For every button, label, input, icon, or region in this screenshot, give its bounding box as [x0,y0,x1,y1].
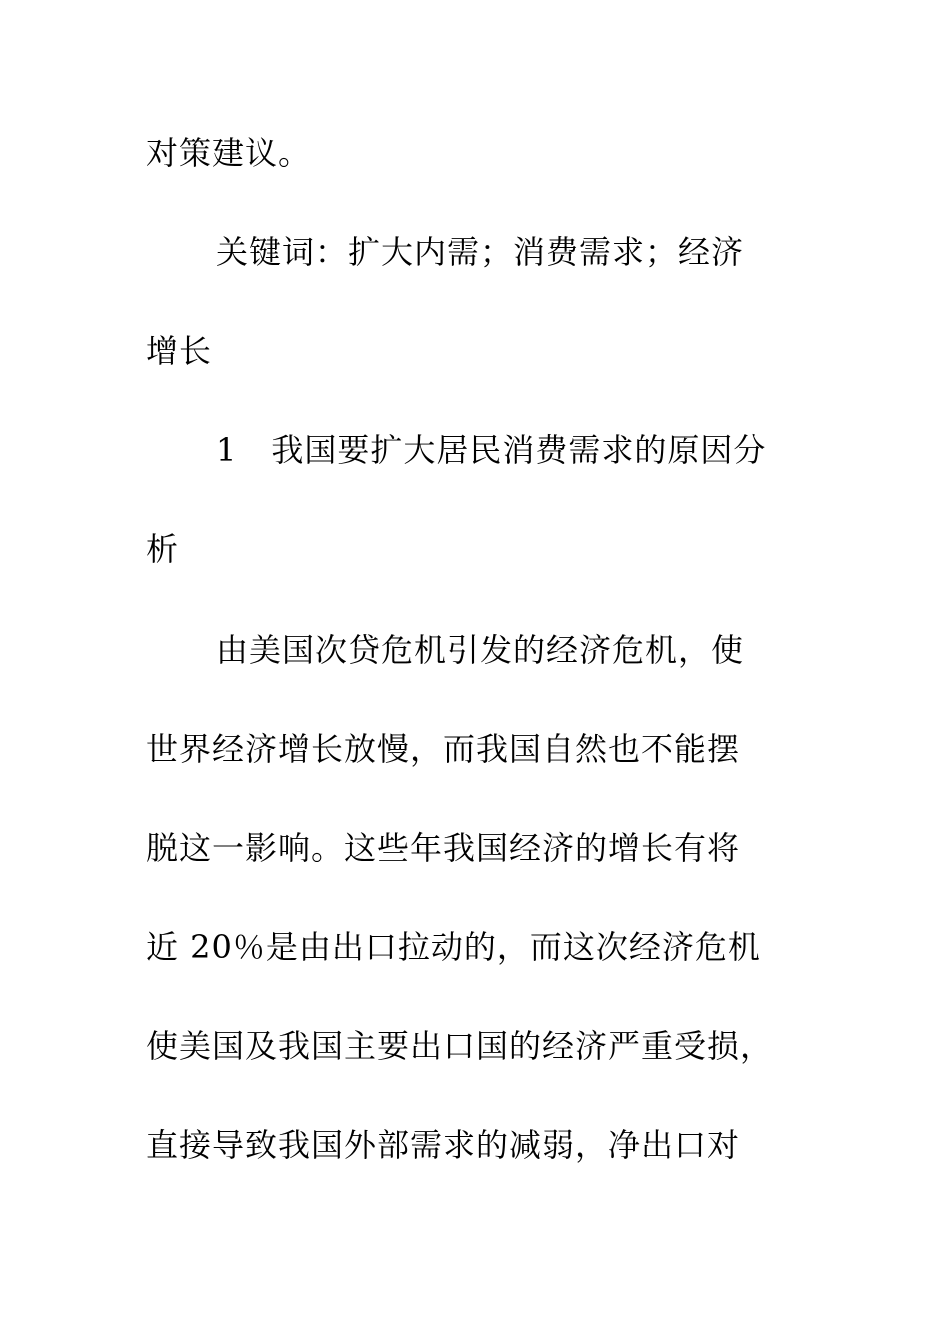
paragraph-line-6: 直接导致我国外部需求的减弱，净出口对 [146,1126,741,1164]
section-title: 我国要扩大居民消费需求的原因分 [271,431,767,469]
section-number: 1 [216,431,238,469]
keywords-line-continued: 增长 [146,332,213,370]
section-heading-continued: 析 [146,530,180,568]
paragraph-line-4: 近 20％是由出口拉动的，而这次经济危机 [146,928,761,966]
paragraph-line-2: 世界经济增长放慢，而我国自然也不能摆 [146,730,741,768]
text-line-1: 对策建议。 [146,134,312,172]
paragraph-line-1: 由美国次贷危机引发的经济危机，使 [216,631,745,669]
paragraph-line-5: 使美国及我国主要出口国的经济严重受损， [146,1027,774,1065]
keywords-line: 关键词：扩大内需；消费需求；经济 [216,233,745,271]
paragraph-line-3: 脱这一影响。这些年我国经济的增长有将 [146,829,741,867]
section-heading [216,430,766,470]
